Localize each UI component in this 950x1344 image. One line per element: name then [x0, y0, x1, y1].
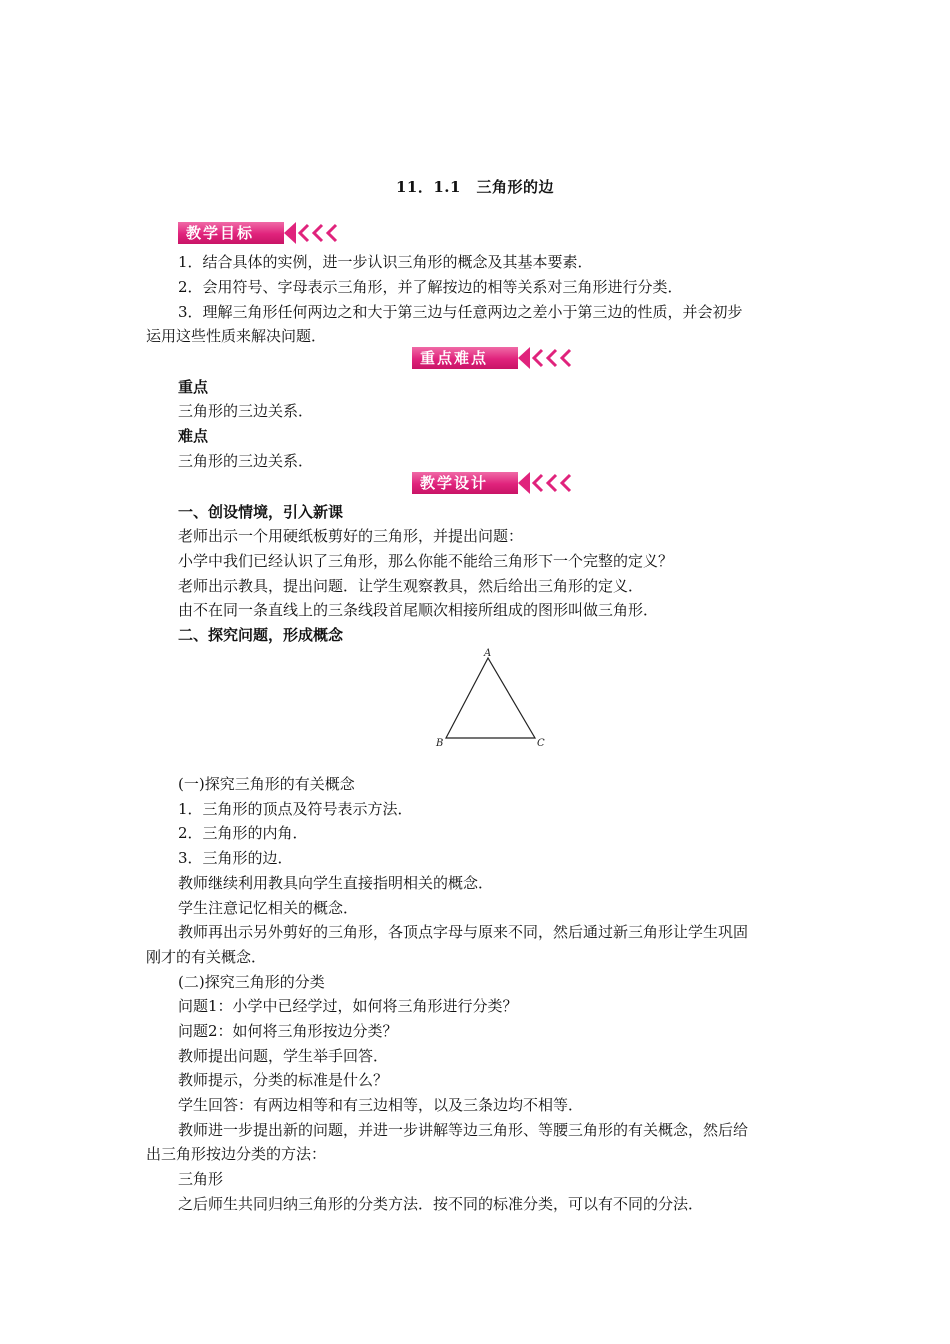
banner-key-points — [412, 347, 582, 371]
paragraph: 教师再出示另外剪好的三角形，各顶点字母与原来不同，然后通过新三角形让学生巩固 — [178, 923, 749, 941]
difficulty-heading: 难点 — [178, 427, 209, 445]
section2-heading: 二、探究问题，形成概念 — [178, 626, 344, 644]
chevrons-icon — [518, 472, 588, 496]
difficulty-text: 三角形的三边关系． — [178, 452, 314, 470]
paragraph: 出三角形按边分类的方法： — [146, 1145, 327, 1163]
paragraph: 老师出示教具，提出问题．让学生观察教具，然后给出三角形的定义． — [178, 577, 644, 595]
paragraph: 问题1：小学中已经学过，如何将三角形进行分类？ — [178, 997, 518, 1015]
objective-2: 2．会用符号、字母表示三角形，并了解按边的相等关系对三角形进行分类． — [178, 278, 683, 296]
paragraph: 之后师生共同归纳三角形的分类方法．按不同的标准分类，可以有不同的分法． — [178, 1195, 704, 1213]
banner-label: 重点难点 — [412, 347, 518, 369]
paragraph: 学生注意记忆相关的概念． — [178, 899, 359, 917]
objective-1: 1．结合具体的实例，进一步认识三角形的概念及其基本要素． — [178, 253, 593, 271]
vertex-label-a: A — [484, 648, 492, 659]
chevrons-icon — [518, 347, 588, 371]
paragraph: (一)探究三角形的有关概念 — [178, 775, 355, 793]
paragraph: 教师进一步提出新的问题，并进一步讲解等边三角形、等腰三角形的有关概念，然后给 — [178, 1121, 749, 1139]
paragraph: 问题2：如何将三角形按边分类？ — [178, 1022, 398, 1040]
banner-label: 教学设计 — [412, 472, 518, 494]
paragraph: (二)探究三角形的分类 — [178, 973, 325, 991]
paragraph: 学生回答：有两边相等和有三边相等，以及三条边均不相等． — [178, 1096, 584, 1114]
triangle-figure — [430, 646, 550, 750]
paragraph: 教师继续利用教具向学生直接指明相关的概念． — [178, 874, 494, 892]
paragraph: 1．三角形的顶点及符号表示方法． — [178, 800, 413, 818]
banner-objectives — [178, 222, 348, 246]
paragraph: 刚才的有关概念． — [146, 948, 267, 966]
banner-label: 教学目标 — [178, 222, 284, 244]
objective-3: 3．理解三角形任何两边之和大于第三边与任意两边之差小于第三边的性质，并会初步 — [178, 303, 743, 321]
paragraph: 教师提示，分类的标准是什么？ — [178, 1071, 389, 1089]
paragraph: 3．三角形的边． — [178, 849, 293, 867]
paragraph: 由不在同一条直线上的三条线段首尾顺次相接所组成的图形叫做三角形． — [178, 601, 659, 619]
objective-3-cont: 运用这些性质来解决问题． — [146, 327, 327, 345]
triangle-shape — [446, 658, 535, 738]
section1-heading: 一、创设情境，引入新课 — [178, 503, 344, 521]
chevrons-icon — [284, 222, 354, 246]
key-text: 三角形的三边关系． — [178, 402, 314, 420]
vertex-label-b: B — [436, 738, 444, 749]
paragraph: 小学中我们已经认识了三角形，那么你能不能给三角形下一个完整的定义？ — [178, 552, 674, 570]
lesson-title: 11．1.1 三角形的边 — [396, 178, 554, 196]
paragraph: 2．三角形的内角． — [178, 824, 308, 842]
vertex-label-c: C — [537, 738, 545, 749]
paragraph: 老师出示一个用硬纸板剪好的三角形，并提出问题： — [178, 527, 524, 545]
key-heading: 重点 — [178, 378, 209, 396]
paragraph: 三角形 — [178, 1170, 224, 1188]
paragraph: 教师提出问题，学生举手回答． — [178, 1047, 389, 1065]
banner-design — [412, 472, 582, 496]
